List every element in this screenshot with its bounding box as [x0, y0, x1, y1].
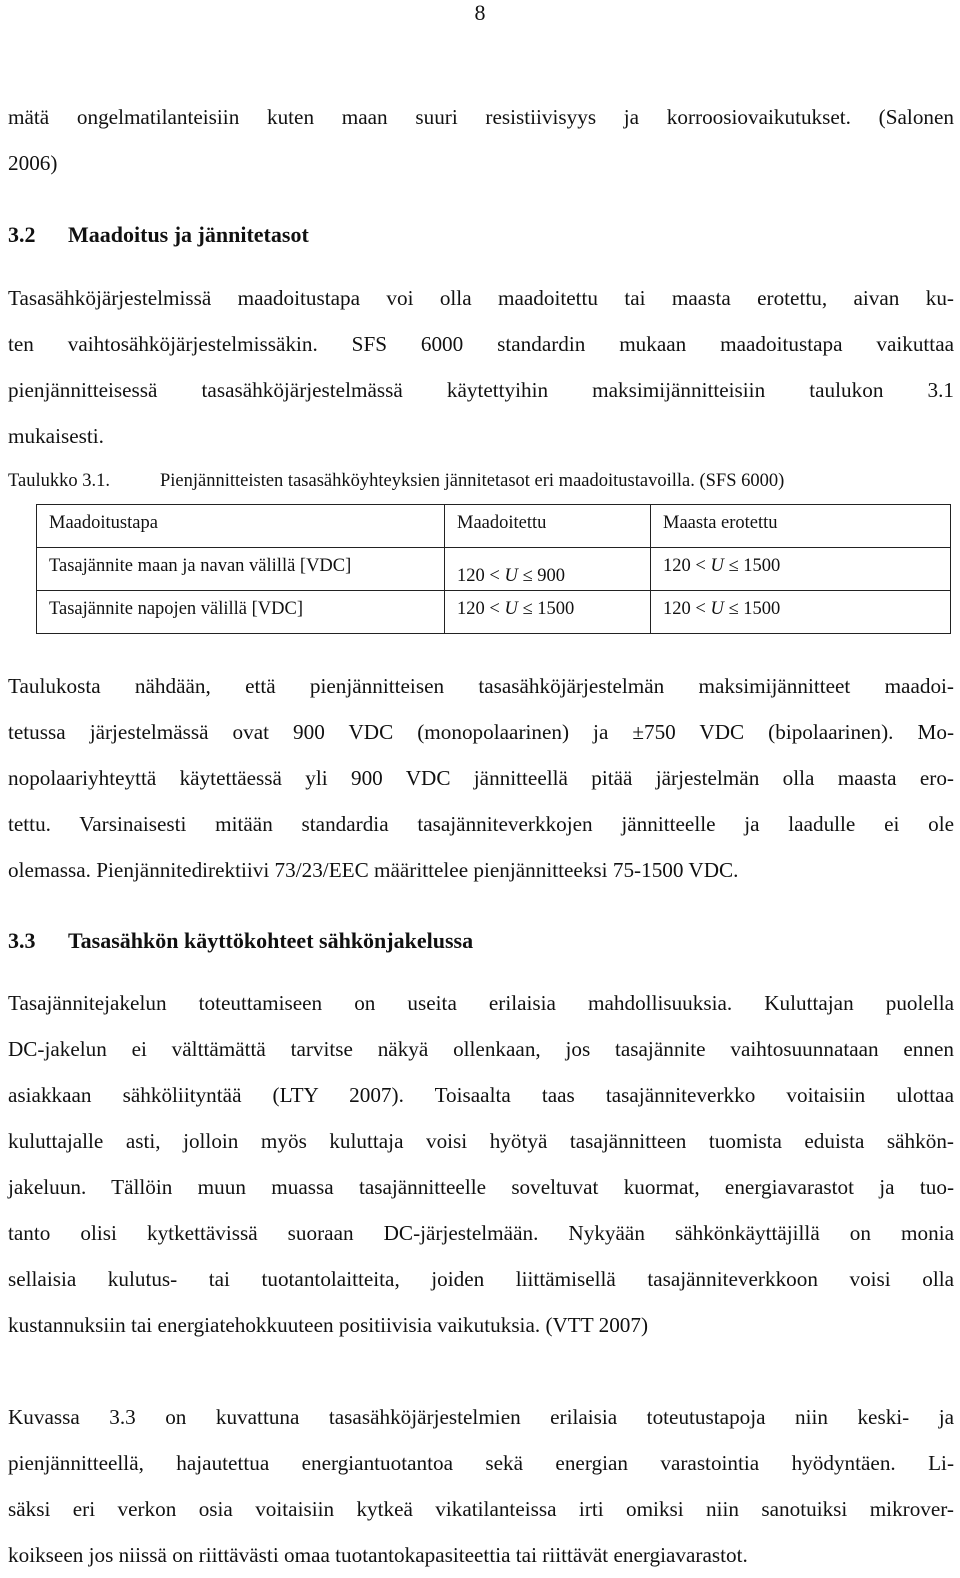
section-heading-3-3 — [8, 926, 473, 956]
text-line: pienjännitteellä, hajautettua energiantuotantoa sekä energian varastointia hyödyntäen. Li- — [8, 1451, 954, 1475]
section-heading-3-2 — [8, 220, 309, 250]
text-line: tettu. Varsinaisesti mitään standardia tasajänniteverkkojen jännitteelle ja laadulle ei ole — [8, 812, 954, 836]
table-caption — [8, 468, 784, 494]
table-header-cell: Maasta erotettu — [651, 505, 951, 548]
table-row — [37, 591, 951, 634]
text-line: jakeluun. Tällöin muun muassa tasajännitteelle soveltuvat kuormat, energiavarastot ja tuo- — [8, 1175, 954, 1199]
text-line: olemassa. Pienjännitedirektiivi 73/23/EEC määrittelee pienjännitteeksi 75-1500 VDC. — [8, 858, 739, 882]
text-line: tetussa järjestelmässä ovat 900 VDC (monopolaarinen) ja ±750 VDC (bipolaarinen). Mo- — [8, 720, 954, 744]
paragraph-dc-distribution — [8, 980, 954, 1348]
text-line: kustannuksiin tai energiatehokkuuteen positiivisia vaikutuksia. (VTT 2007) — [8, 1313, 649, 1337]
text-line: säksi eri verkon osia voitaisiin kytkeä vikatilanteissa irti omiksi niin sanotuiksi mikrover- — [8, 1497, 954, 1521]
text-line: asiakkaan sähköliityntää (LTY 2007). Toisaalta taas tasajänniteverkko voitaisiin ulottaa — [8, 1083, 954, 1107]
voltage-levels-table — [36, 504, 951, 634]
text-line: tanto olisi kytkettävissä suoraan DC-järjestelmään. Nykyään sähkönkäyttäjillä on monia — [8, 1221, 954, 1245]
table-header-cell: Maadoitettu — [445, 505, 651, 548]
page-number: 8 — [474, 0, 486, 25]
section-number: 3.2 — [8, 222, 36, 247]
text-line: nopolaariyhteyttä käytettäessä yli 900 VDC jännitteellä pitää järjestelmän olla maasta ero- — [8, 766, 954, 790]
text-line: Tasasähköjärjestelmissä maadoitustapa voi olla maadoitettu tai maasta erotettu, aivan ku- — [8, 286, 954, 310]
text-line: Tasajännitejakelun toteuttamiseen on useita erilaisia mahdollisuuksia. Kuluttajan puolella — [8, 991, 954, 1015]
text-line: Kuvassa 3.3 on kuvattuna tasasähköjärjestelmien erilaisia toteutustapoja niin keski- ja — [8, 1405, 954, 1429]
table-cell-isolated: 120 < U ≤ 1500 — [651, 591, 951, 634]
table-cell-grounded: 120 < U ≤ 1500 — [445, 591, 651, 634]
text-line: ten vaihtosähköjärjestelmissäkin. SFS 6000 standardin mukaan maadoitustapa vaikuttaa — [8, 332, 954, 356]
text-line: mätä ongelmatilanteisiin kuten maan suuri resistiivisyys ja korroosiovaikutukset. (Salonen — [8, 105, 954, 129]
section-title: Maadoitus ja jännitetasot — [68, 222, 309, 247]
paragraph-figure-reference — [8, 1394, 954, 1578]
text-line: sellaisia kulutus- tai tuotantolaitteita, joiden liittämisellä tasajänniteverkkoon voisi olla — [8, 1267, 954, 1291]
table-cell-isolated: 120 < U ≤ 1500 — [651, 548, 951, 591]
section-number: 3.3 — [8, 928, 36, 953]
text-line: pienjännitteisessä tasasähköjärjestelmässä käytettyihin maksimijännitteisiin taulukon 3.1 — [8, 378, 954, 402]
table-header-cell: Maadoitustapa — [37, 505, 445, 548]
text-line: mukaisesti. — [8, 424, 104, 448]
table-row — [37, 548, 951, 591]
text-line: koikseen jos niissä on riittävästi omaa tuotantokapasiteettia tai riittävät energiavarastot. — [8, 1543, 748, 1567]
table-cell-grounded: 120 < U ≤ 900 — [445, 548, 651, 591]
table-row-label: Tasajännite napojen välillä [VDC] — [37, 591, 445, 634]
section-title: Tasasähkön käyttökohteet sähkönjakelussa — [68, 928, 474, 953]
text-line: kuluttajalle asti, jolloin myös kuluttaja voisi hyötyä tasajännitteen tuomista eduista sähkön- — [8, 1129, 954, 1153]
table-caption-text: Pienjännitteisten tasasähköyhteyksien jännitetasot eri maadoitustavoilla. (SFS 6000) — [160, 471, 785, 491]
text-line: 2006) — [8, 151, 58, 175]
table-header-row — [37, 505, 951, 548]
paragraph-continuation — [8, 94, 954, 186]
paragraph-grounding-intro — [8, 275, 954, 459]
table-row-label: Tasajännite maan ja navan välillä [VDC] — [37, 548, 445, 591]
text-line: Taulukosta nähdään, että pienjännitteisen tasasähköjärjestelmän maksimijännitteet maadoi- — [8, 674, 954, 698]
table-caption-label: Taulukko 3.1. — [8, 471, 110, 491]
paragraph-table-discussion — [8, 663, 954, 893]
text-line: DC-jakelun ei välttämättä tarvitse näkyä ollenkaan, jos tasajännite vaihtosuunnataan ennen — [8, 1037, 954, 1061]
